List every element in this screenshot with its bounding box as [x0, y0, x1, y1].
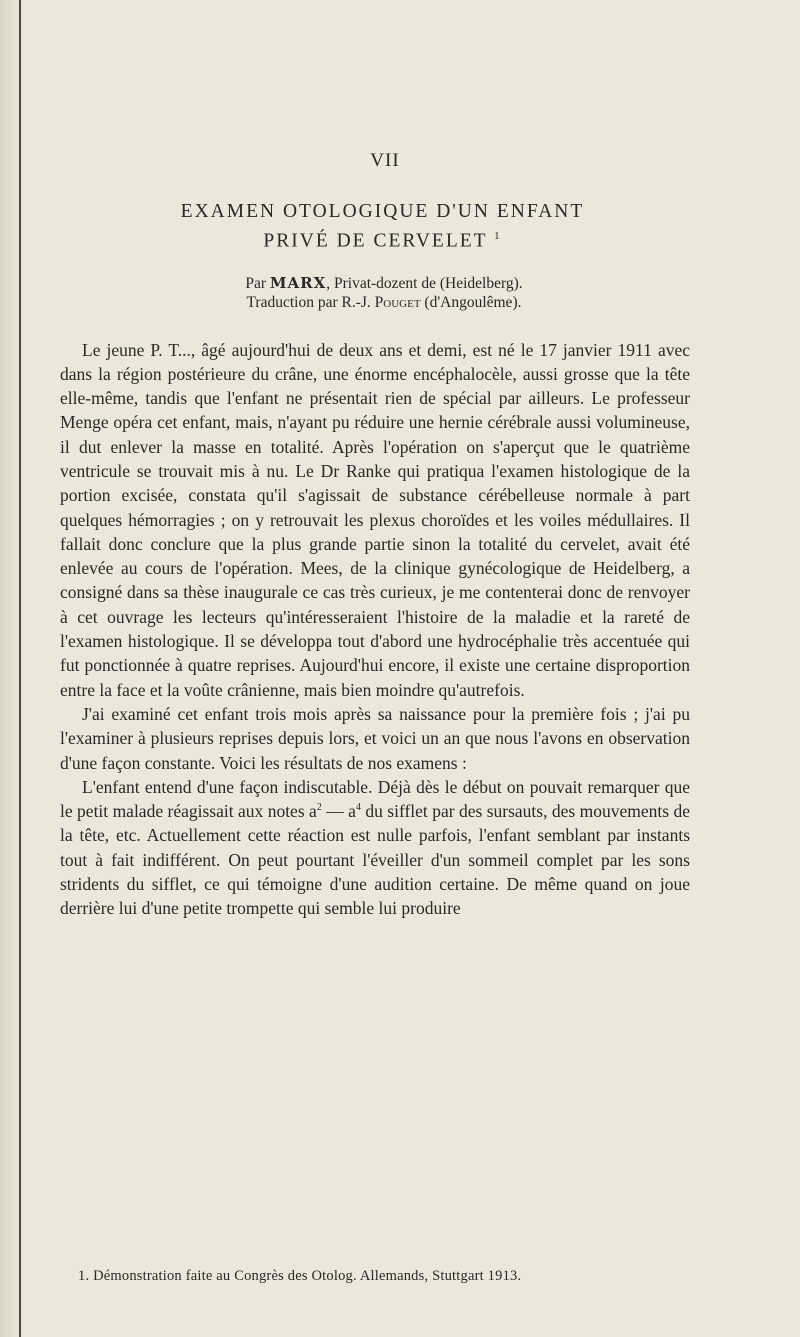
translator-place: (d'Angoulême). [424, 293, 522, 311]
title-line-1: EXAMEN OTOLOGIQUE D'UN ENFANT [180, 201, 585, 222]
note-superscript-a: 2 [316, 802, 322, 814]
footnote: 1. Démonstration faite au Congrès des Otolog. Allemands, Stuttgart 1913. [78, 1268, 522, 1284]
byline [60, 274, 690, 312]
title-footnote-mark: 1 [494, 230, 502, 242]
byline-prefix: Par [245, 274, 266, 292]
translation-prefix: Traduction par R.-J. [246, 293, 371, 311]
paragraph-3 [60, 775, 690, 921]
article-title [60, 200, 690, 254]
paragraph-1: Le jeune P. T..., âgé aujourd'hui de deux ans et demi, est né le 17 janvier 1911 avec dans la région postérieure du crâne, une énorme encéphalocèle, aussi grosse que la tête elle-même, tandis que l'enfant ne présentait rien de spécial par ailleurs. Le professeur Menge opéra cet enfant, mais, n'ayant pu réduire une hernie cérébrale aussi volumineuse, il dut enlever la masse en totalité. Après l'opération on s'aperçut que le quatrième ventricule se trouvait mis à nu. Le Dr Ranke qui pratiqua l'examen histologique de la portion excisée, constata qu'il s'agissait de substance cérébelleuse normale à part quelques hémorragies ; on y retrouvait les plexus choroïdes et les voiles médullaires. Il fallait donc conclure que la plus grande partie sinon la totalité du cervelet, avait été enlevée au cours de l'opération. Mees, de la clinique gynécologique de Heidelberg, a consigné dans sa thèse inaugurale ce cas très curieux, je me contenterai donc de renvoyer à cet ouvrage les lecteurs qu'intéresseraient l'histoire de la maladie et la rareté de l'examen histologique. Il se développa tout d'abord une hydrocéphalie très accentuée qui fut ponctionnée à quatre reprises. Aujourd'hui encore, il existe une certaine disproportion entre la face et la voûte crânienne, mais bien moindre qu'autrefois. [60, 339, 690, 700]
page-content [60, 150, 690, 921]
paragraph-3-part-b: — a [321, 801, 356, 822]
paragraph-2: J'ai examiné cet enfant trois mois après sa naissance pour la première fois ; j'ai pu l'examiner à plusieurs reprises depuis lors, et voici un an que nous l'avons en observation d'une façon constante. Voici les résultats de nos examens : [60, 703, 690, 773]
binding-line [19, 0, 21, 1337]
note-superscript-b: 4 [355, 802, 361, 814]
author-line [78, 274, 690, 293]
author-affiliation: , Privat-dozent de (Heidelberg). [326, 274, 523, 292]
translator-name: Pouget [374, 293, 421, 311]
paragraph-3-part-c: du sifflet par des sursauts, des mouvements de la tête, etc. Actuellement cette réaction est nulle parfois, l'enfant semblant par instants tout à fait indifférent. On peut pourtant l'éveiller d'un sommeil complet par les sons stridents du sifflet, ce qui témoigne d'une audition certaine. De même quand on joue derrière lui d'une petite trompette qui semble lui produire [60, 801, 690, 919]
chapter-number: VII [370, 150, 400, 171]
paragraph-3-part-a: L'enfant entend d'une façon indiscutable. Déjà dès le début on pouvait remarquer que le petit malade réagissait aux notes a [60, 776, 690, 822]
author-name: MARX [269, 273, 327, 292]
title-line-2-text: PRIVÉ DE CERVELET [263, 230, 488, 252]
article-body [60, 338, 690, 921]
translator-line [78, 293, 690, 312]
title-line-2 [75, 224, 690, 254]
